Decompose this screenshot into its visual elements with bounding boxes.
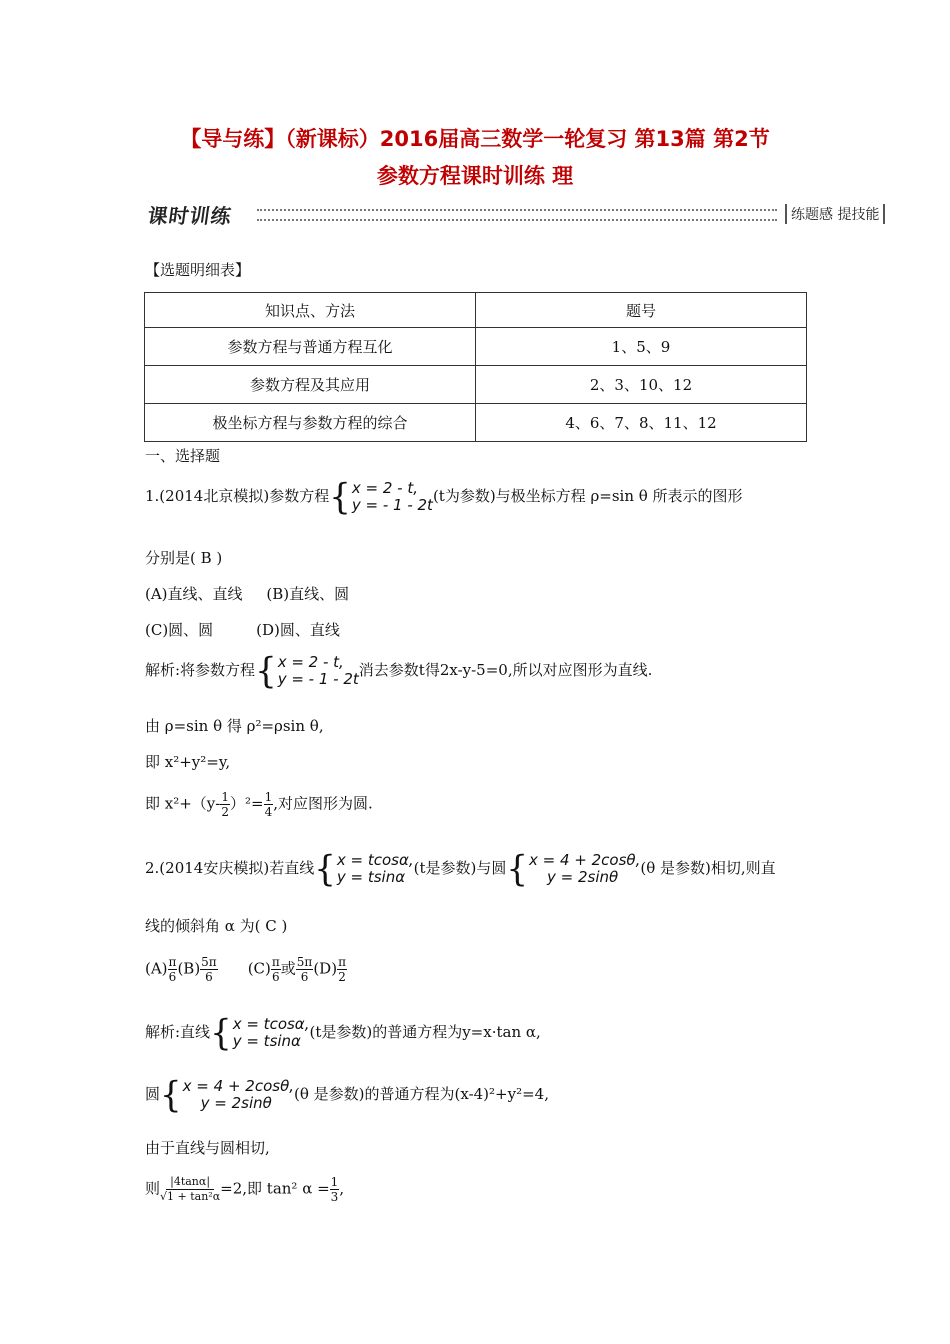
table-header: 知识点、方法	[145, 293, 476, 328]
q2-line-eq-y: y = tsinα	[336, 868, 406, 886]
q2-sol-suffix: (t是参数)的普通方程为y=x·tan α,	[309, 1023, 541, 1041]
fraction	[200, 955, 218, 984]
q1-prefix: 1.(2014北京模拟)参数方程	[145, 487, 330, 505]
section-banner	[145, 200, 905, 232]
q2-circle-eq-y: y = 2sinθ	[546, 868, 619, 886]
q1-eq-x: x = 2 - t,	[351, 479, 418, 497]
question-2-stem-cont: 线的倾斜角 α 为( C )	[145, 917, 288, 935]
q2-sol-circle-eq-y: y = 2sinθ	[200, 1094, 272, 1112]
fraction-numerator: 5π	[201, 955, 217, 969]
fraction-numerator: 1	[221, 790, 229, 804]
table-row	[145, 366, 807, 404]
fraction	[296, 955, 314, 984]
table-header: 题号	[476, 293, 807, 328]
q2-line-eq-x: x = tcosα,	[336, 851, 414, 869]
q2-sol4-text: =2,即 tan² α =	[220, 1179, 330, 1198]
option-label: (B)	[177, 959, 201, 978]
table-row	[145, 404, 807, 442]
option-label: (A)	[145, 959, 168, 978]
q2-solution-line2	[145, 1074, 549, 1116]
fraction-numerator: 5π	[296, 955, 313, 969]
question-1-stem-cont: 分别是( B )	[145, 549, 223, 567]
banner-divider	[257, 209, 777, 221]
option-or: 或	[280, 959, 296, 978]
fraction	[271, 955, 281, 984]
fraction-denominator: 2	[338, 970, 346, 984]
q2-options	[145, 955, 347, 984]
table-cell: 极坐标方程与参数方程的综合	[145, 404, 476, 442]
q2-sol4-text: ,	[339, 1179, 345, 1198]
fraction-denominator: 3	[330, 1190, 339, 1204]
document-title-line1: 【导与练】（新课标）2016届高三数学一轮复习 第13篇 第2节	[180, 127, 770, 151]
fraction	[337, 955, 347, 984]
q1-sol4-text: ,对应图形为圆.	[273, 794, 373, 813]
q1-options-cd: (C)圆、圆 (D)圆、直线	[145, 621, 340, 639]
q1-solution-line2: 由 ρ=sin θ 得 ρ²=ρsin θ,	[145, 717, 324, 735]
q2-solution-line1	[145, 1012, 541, 1054]
q1-solution-line3: 即 x²+y²=y,	[145, 753, 231, 771]
q2-sol2-prefix: 圆	[145, 1085, 161, 1103]
question-2-stem	[145, 848, 776, 890]
q1-sol-suffix: 消去参数t得2x-y-5=0,所以对应图形为直线.	[358, 661, 653, 679]
q2-circle-eq-x: x = 4 + 2cosθ,	[528, 851, 641, 869]
q2-sol2-suffix: (θ 是参数)的普通方程为(x-4)²+y²=4,	[294, 1085, 549, 1103]
fraction-denominator: 2	[221, 805, 229, 819]
q2-sol-prefix: 解析:直线	[145, 1023, 211, 1041]
q2-mid: (t是参数)与圆	[413, 859, 507, 877]
table-cell: 参数方程与普通方程互化	[145, 328, 476, 366]
document-title-line2: 参数方程课时训练 理	[376, 164, 574, 188]
q2-prefix: 2.(2014安庆模拟)若直线	[145, 859, 315, 877]
fraction-denominator: 4	[264, 805, 273, 819]
q2-solution-line3: 由于直线与圆相切,	[145, 1139, 270, 1157]
q1-sol4-text: ）²=	[230, 794, 264, 813]
table-cell: 2、3、10、12	[476, 366, 807, 404]
q2-suffix: (θ 是参数)相切,则直	[640, 859, 776, 877]
q2-sol-line-eq-x: x = tcosα,	[232, 1015, 310, 1033]
fraction	[264, 790, 274, 819]
q1-sol-eq-y: y = - 1 - 2t	[277, 670, 359, 688]
topic-table	[144, 292, 807, 442]
option-label: (D)	[313, 959, 338, 978]
banner-label: 课时训练	[146, 204, 234, 228]
fraction-denominator: √1 + tan²α	[160, 1190, 221, 1203]
q2-sol-circle-system: { x = 4 + 2cosθ, y = 2sinθ	[160, 1074, 295, 1116]
q1-solution-line4	[145, 790, 373, 819]
table-cell: 1、5、9	[476, 328, 807, 366]
fraction-denominator: 6	[272, 970, 280, 984]
fraction	[160, 1175, 220, 1204]
table-cell: 4、6、7、8、11、12	[476, 404, 807, 442]
fraction-numerator: |4tanα|	[166, 1175, 214, 1190]
table-row	[145, 328, 807, 366]
fraction-numerator: 1	[330, 1175, 339, 1189]
fraction	[168, 955, 178, 984]
section-heading: 一、选择题	[145, 447, 221, 465]
q1-eq-y: y = - 1 - 2t	[351, 496, 433, 514]
fraction-numerator: π	[271, 955, 280, 969]
q2-sol-line-eq-y: y = tsinα	[232, 1032, 301, 1050]
fraction-numerator: 1	[264, 790, 273, 804]
option-label: (C)	[247, 959, 271, 978]
fraction-denominator: 6	[205, 970, 213, 984]
q1-sol-prefix: 解析:将参数方程	[145, 661, 256, 679]
banner-slogan: 练题感 提技能	[785, 204, 885, 224]
q1-sol4-text: 即 x²+（y-	[145, 794, 221, 813]
fraction	[330, 1175, 340, 1204]
q1-options-ab: (A)直线、直线 (B)直线、圆	[145, 585, 350, 603]
q2-sol-line-system: { x = tcosα, y = tsinα	[210, 1012, 310, 1054]
fraction-numerator: π	[168, 955, 177, 969]
fraction	[220, 790, 230, 819]
fraction-numerator: π	[338, 955, 346, 969]
q1-equation-system: { x = 2 - t, y = - 1 - 2t	[329, 476, 433, 518]
q2-circle-system: { x = 4 + 2cosθ, y = 2sinθ	[506, 848, 641, 890]
q1-suffix: (t为参数)与极坐标方程 ρ=sin θ 所表示的图形	[432, 487, 743, 505]
table-cell: 参数方程及其应用	[145, 366, 476, 404]
q2-sol4-text: 则	[145, 1179, 161, 1198]
q1-solution-line1	[145, 650, 653, 692]
table-header-row	[145, 293, 807, 328]
q2-sol-circle-eq-x: x = 4 + 2cosθ,	[182, 1077, 295, 1095]
fraction-denominator: 6	[168, 970, 177, 984]
table-caption: 【选题明细表】	[145, 261, 251, 279]
q1-sol-equation-system: { x = 2 - t, y = - 1 - 2t	[255, 650, 359, 692]
q1-sol-eq-x: x = 2 - t,	[277, 653, 344, 671]
question-1-stem	[145, 476, 743, 518]
q2-line-system: { x = tcosα, y = tsinα	[314, 848, 414, 890]
fraction-denominator: 6	[300, 970, 309, 984]
q2-solution-line4	[145, 1175, 344, 1204]
